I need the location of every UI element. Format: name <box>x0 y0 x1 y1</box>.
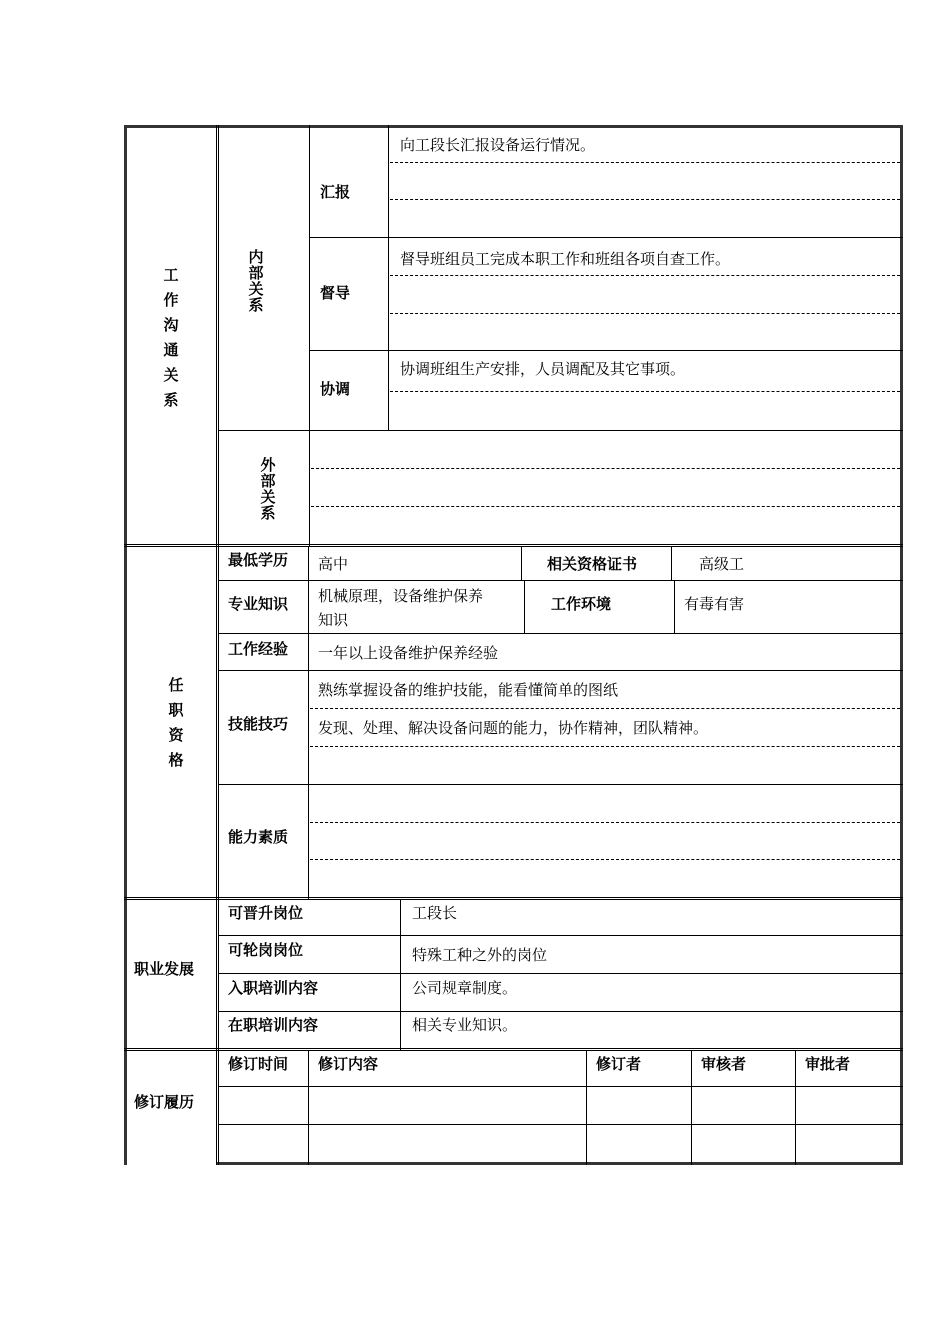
onboarding-value: 公司规章制度。 <box>412 979 518 997</box>
promotion-label: 可晋升岗位 <box>228 904 304 922</box>
certificate-value: 高级工 <box>699 555 745 573</box>
skills-label: 技能技巧 <box>228 715 289 733</box>
certificate-label: 相关资格证书 <box>547 555 638 573</box>
promotion-value: 工段长 <box>412 904 458 922</box>
min-education-label: 最低学历 <box>228 551 289 569</box>
table-left-border <box>124 125 127 1165</box>
job-description-table <box>124 125 903 1167</box>
rotation-label: 可轮岗岗位 <box>228 941 304 959</box>
qualification-section-label: 任职资格 <box>168 676 184 769</box>
revision-header-reviewer: 审核者 <box>701 1055 747 1073</box>
onjob-value: 相关专业知识。 <box>412 1016 518 1034</box>
rotation-value: 特殊工种之外的岗位 <box>412 946 548 964</box>
ability-label: 能力素质 <box>228 828 289 846</box>
knowledge-label: 专业知识 <box>228 595 289 613</box>
min-education-value: 高中 <box>318 555 349 573</box>
external-relations-label: 外部关系 <box>260 456 276 522</box>
revision-header-reviser: 修订者 <box>596 1055 642 1073</box>
onboarding-label: 入职培训内容 <box>228 979 319 997</box>
experience-value: 一年以上设备维护保养经验 <box>318 644 499 662</box>
environment-label: 工作环境 <box>551 595 612 613</box>
knowledge-value-line-1: 机械原理，设备维护保养 <box>318 587 484 605</box>
supervise-label: 督导 <box>320 284 351 302</box>
revision-section-label: 修订履历 <box>134 1093 195 1111</box>
experience-label: 工作经验 <box>228 640 289 658</box>
report-label: 汇报 <box>320 183 351 201</box>
revision-header-approver: 审批者 <box>805 1055 851 1073</box>
coordinate-line-1: 协调班组生产安排，人员调配及其它事项。 <box>400 360 686 378</box>
report-line-1: 向工段长汇报设备运行情况。 <box>400 136 596 154</box>
skills-line-1: 熟练掌握设备的维护技能，能看懂简单的图纸 <box>318 681 619 699</box>
skills-line-2: 发现、处理、解决设备问题的能力，协作精神，团队精神。 <box>318 719 709 737</box>
revision-header-content: 修订内容 <box>318 1055 379 1073</box>
supervise-line-1: 督导班组员工完成本职工作和班组各项自查工作。 <box>400 250 731 268</box>
career-section-label: 职业发展 <box>134 960 195 978</box>
table-top-border <box>124 125 903 128</box>
table-bottom-border <box>216 1162 903 1165</box>
revision-header-time: 修订时间 <box>228 1055 289 1073</box>
table-right-border <box>900 125 903 1165</box>
environment-value: 有毒有害 <box>684 595 745 613</box>
onjob-label: 在职培训内容 <box>228 1016 319 1034</box>
communication-section-label: 工作沟通关系 <box>163 266 179 409</box>
knowledge-value-line-2: 知识 <box>318 611 349 629</box>
coordinate-label: 协调 <box>320 380 351 398</box>
internal-relations-label: 内部关系 <box>248 248 264 314</box>
